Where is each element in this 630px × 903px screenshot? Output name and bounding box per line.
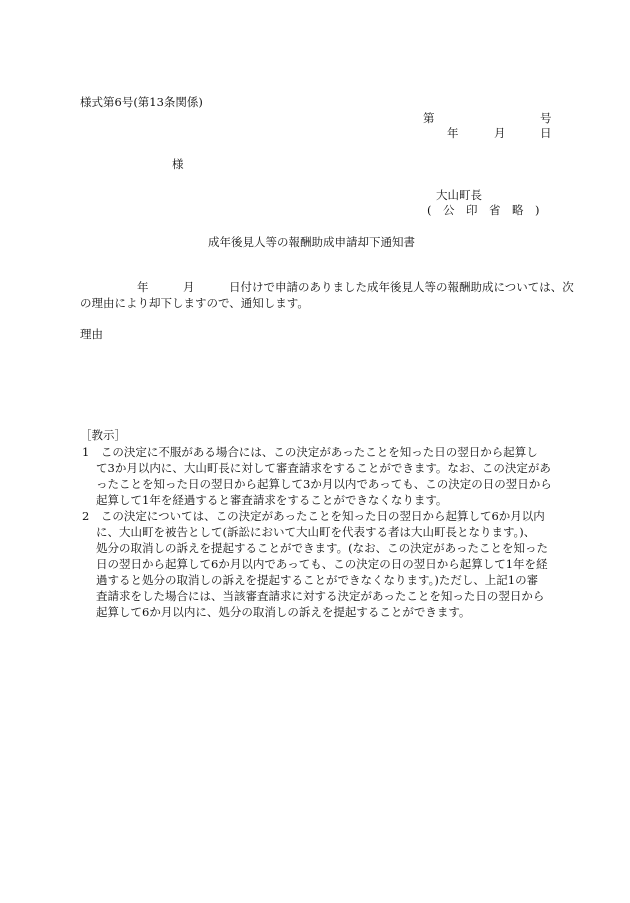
date-year-label: 年 bbox=[447, 126, 459, 140]
body-line-1: 年 月 日付けで申請のありました成年後見人等の報酬助成については、次 bbox=[137, 280, 574, 294]
notice-item-2-line: 処分の取消しの訴えを提起することができます。(なお、この決定があったことを知った bbox=[96, 541, 548, 555]
notice-item-1-line: 起算して1年を経過すると審査請求をすることができなくなります。 bbox=[96, 493, 448, 507]
notice-item-2-line: に、大山町を被告として(訴訟において大山町を代表する者は大山町長となります。)、 bbox=[96, 525, 536, 539]
notice-item-1-line: 1 この決定に不服がある場合には、この決定があったことを知った日の翌日から起算し bbox=[82, 445, 538, 459]
notice-heading: ［教示］ bbox=[80, 428, 126, 442]
issuer-name: 大山町長 bbox=[436, 188, 482, 202]
number-suffix: 号 bbox=[540, 111, 552, 125]
body-line-2: の理由により却下しますので、通知します。 bbox=[80, 296, 309, 310]
addressee-suffix: 様 bbox=[172, 157, 184, 171]
form-label: 様式第6号(第13条関係) bbox=[80, 95, 203, 109]
date-month-label: 月 bbox=[494, 126, 506, 140]
document-title: 成年後見人等の報酬助成申請却下通知書 bbox=[208, 235, 415, 249]
notice-item-2-line: 日の翌日から起算して6か月以内であっても、この決定の日の翌日から起算して1年を経 bbox=[96, 557, 548, 571]
notice-item-2-line: 過すると処分の取消しの訴えを提起することができなくなります。)ただし、上記1の審 bbox=[96, 573, 539, 587]
notice-item-1-line: ったことを知った日の翌日から起算して3か月以内であっても、この決定の日の翌日から bbox=[96, 477, 552, 491]
notice-item-2 bbox=[82, 508, 552, 620]
number-prefix: 第 bbox=[423, 111, 435, 125]
notice-item-2-line: 起算して6か月以内に、処分の取消しの訴えを提起することができます。 bbox=[96, 605, 471, 619]
notice-item-2-line: 2 この決定については、この決定があったことを知った日の翌日から起算して6か月以内 bbox=[82, 509, 545, 523]
date-day-label: 日 bbox=[540, 126, 552, 140]
notice-item-1-line: て3か月以内に、大山町長に対して審査請求をすることができます。なお、この決定があ bbox=[96, 461, 551, 475]
seal-omitted-note: ( 公 印 省 略 ) bbox=[427, 203, 540, 217]
notice-item-2-line: 査請求をした場合には、当該審査請求に対する決定があったことを知った日の翌日から bbox=[96, 589, 545, 603]
reason-label: 理由 bbox=[80, 327, 103, 341]
notice-item-1 bbox=[82, 444, 552, 508]
